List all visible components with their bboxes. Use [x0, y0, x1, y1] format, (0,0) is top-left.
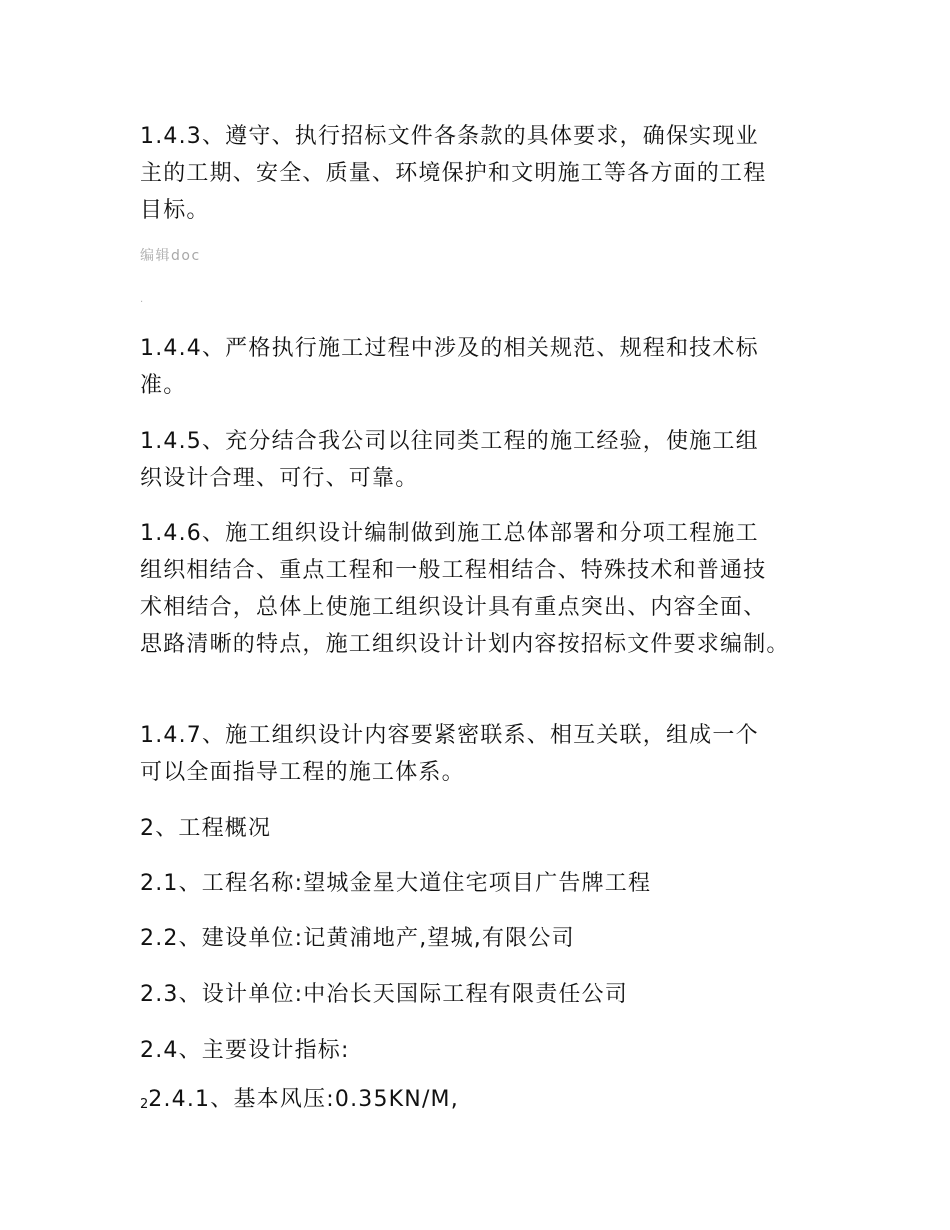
- paragraph-1-4-7: 1.4.7、施工组织设计内容要紧密联系、相互关联，组成一个 可以全面指导工程的施工体系。: [140, 723, 759, 785]
- item-2-1: 2.1、工程名称:望城金星大道住宅项目广告牌工程: [140, 871, 652, 896]
- stray-dot: .: [140, 294, 144, 305]
- item-2-3: 2.3、设计单位:中冶长天国际工程有限责任公司: [140, 982, 629, 1007]
- item-2-4-1-text: 2.4.1、基本风压:0.35KN/M,: [148, 1087, 459, 1112]
- item-2-4-1-prefix: 2: [140, 1097, 149, 1112]
- item-2-4: 2.4、主要设计指标:: [140, 1038, 350, 1063]
- paragraph-1-4-5: 1.4.5、充分结合我公司以往同类工程的施工经验，使施工组 织设计合理、可行、可靠。: [140, 429, 759, 491]
- paragraph-1-4-3: 1.4.3、遵守、执行招标文件各条款的具体要求，确保实现业 主的工期、安全、质量、环境保护和文明施工等各方面的工程 目标。: [140, 124, 767, 223]
- paragraph-1-4-6: 1.4.6、施工组织设计编制做到施工总体部署和分项工程施工 组织相结合、重点工程和一般工程相结合、特殊技术和普通技 术相结合，总体上使施工组织设计具有重点突出、内容全面、 思路清晰的特点，施工组织设计计划内容按招标文件要求编制。: [140, 521, 790, 657]
- section-heading-2: 2、工程概况: [140, 816, 272, 841]
- paragraph-1-4-4: 1.4.4、严格执行施工过程中涉及的相关规范、规程和技术标 准。: [140, 336, 759, 398]
- item-2-4-1: [140, 1081, 820, 1123]
- item-2-2: 2.2、建设单位:记黄浦地产,望城,有限公司: [140, 926, 575, 951]
- watermark-text: 编辑doc: [140, 248, 201, 264]
